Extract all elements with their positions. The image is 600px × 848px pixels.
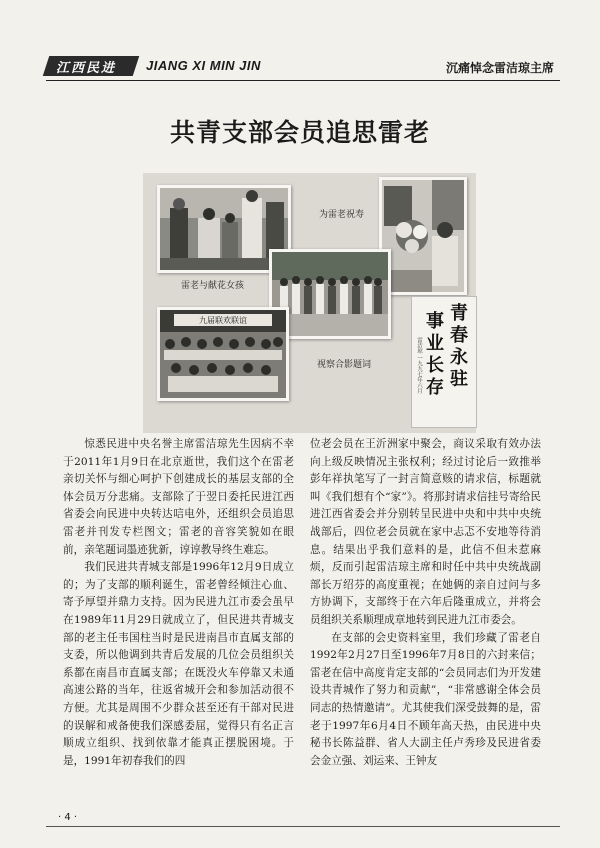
article-column-right (310, 436, 541, 770)
footer-rule (46, 826, 560, 827)
magazine-logo-text: 江西民进 (56, 61, 117, 76)
page-header (46, 54, 560, 81)
calligraphy-signature: 雷洁琼 一九九七年六月 (416, 337, 422, 394)
magazine-name: JIANG XI MIN JIN (146, 58, 261, 73)
section-title: 沉痛悼念雷洁琼主席 (445, 61, 554, 75)
photo-birthday (379, 177, 467, 295)
caption-group: 视察合影题词 (317, 360, 372, 370)
calligraphy-inscription (411, 296, 477, 428)
banquet-banner: 九届联欢联谊 (199, 316, 247, 325)
article-title: 共青支部会员追思雷老 (169, 118, 430, 147)
paragraph: 位老会员在王沂洲家中聚会，商议采取有效办法向上级反映情况主张权利；经过讨论后一致推举彭年祥执笔写了一封言简意赅的请求信，标题就叫《我们想有个“家”》。将那封请求信挂号寄给民进江西省委会并分别转呈民进中央和中共中央统战部后，四位老会员就在家中忐忑不安地等待消息。结果出乎我们意料的是，此信不但未惹麻烦，反而引起雷洁琼主席和时任中共中央统战副部长万绍芬的高度重视；在她俩的亲自过问与多方协调下，支部终于在六年后隆重成立，并将会员组织关系顺理成章地转到民进九江市委会。 (310, 438, 541, 626)
photo-collage (143, 173, 476, 433)
calligraphy-column-1: 青春永驻 (447, 303, 468, 391)
paragraph: 在支部的会史资料室里，我们珍藏了雷老自1992年2月27日至1996年7月8日的六封来信；雷老在信中高度肯定支部的“会员同志们为开发建设共青城作了努力和贡献”，“非常感谢全体会员同志的热情邀请”。尤其使我们深受鼓舞的是，雷老于1997年6月4日不顾年高天热，由民进中央秘书长陈益群、省人大副主任卢秀珍及民进省委会金立强、刘运来、王钟友 (310, 631, 541, 767)
caption-flower-girls: 雷老与献花女孩 (181, 281, 245, 291)
page-number: · 4 · (58, 812, 78, 823)
paragraph: 我们民进共青城支部是1996年12月9日成立的；为了支部的顺利诞生，雷老曾经倾注心血、寄予厚望并鼎力支持。因为民进九江市委会虽早在1989年11月29日就成立了，但民进共青城支部的老主任韦国柱当时是民进南昌市直属支部的支委，所以他调到共青后发展的几位会员组织关系都在南昌市直属支部；在既没火车停靠又未通高速公路的当年，往返省城开会和参加活动很不方便。尤其是周围不少群众甚至还有干部对民进的误解和戒备使我们深感委屈，觉得只有名正言顺成立组织、找到依靠才能真正摆脱困境。于是，1991年初春我们的四 (63, 561, 294, 767)
photo-banquet (157, 307, 289, 401)
paragraph: 惊悉民进中央名誉主席雷洁琼先生因病不幸于2011年1月9日在北京逝世，我们这个在雷老亲切关怀与细心呵护下创建成长的基层支部的全体会员万分悲痛。支部除了于翌日委托民进江西省委会向民进中央转达唁电外，还组织会员追思雷老并刊发专栏图文；雷老的音容笑貌如在眼前，亲笔题词墨迹犹新，谆谆教导终生难忘。 (63, 438, 294, 556)
caption-birthday: 为雷老祝寿 (319, 210, 365, 220)
article-column-left (63, 436, 294, 770)
calligraphy-column-2: 事业长存 (423, 311, 444, 399)
